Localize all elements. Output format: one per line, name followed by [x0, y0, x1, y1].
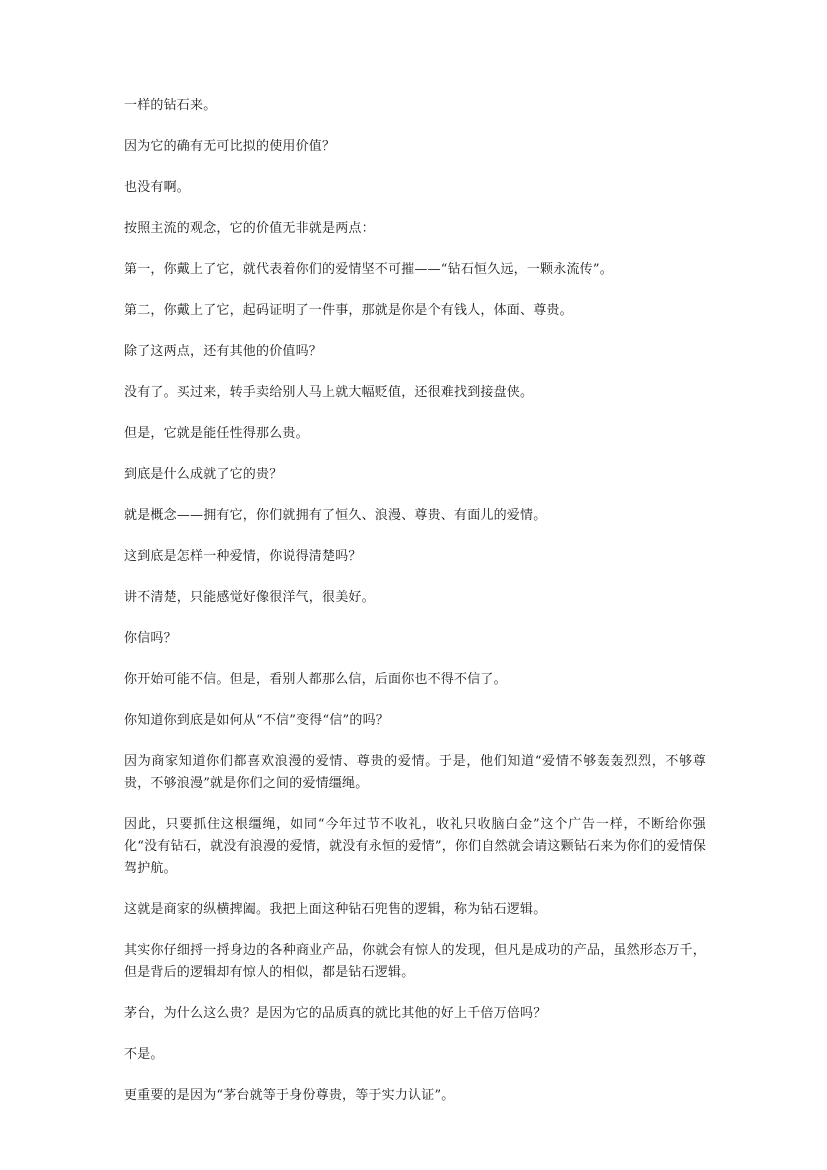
paragraph: 一样的钻石来。 [124, 98, 217, 113]
paragraph: 不是。 [124, 1047, 164, 1062]
paragraph: 但是，它就是能任性得那么贵。 [124, 426, 309, 441]
paragraph: 因此，只要抓住这根缰绳，如同“今年过节不收礼，收礼只收脑白金”这个广告一样，不断给你强化“没有钻石，就没有浪漫的爱情，就没有永恒的爱情”，你们自然就会请这颗钻石来为你们的爱情保驾护航。 [124, 817, 706, 876]
paragraph: 因为商家知道你们都喜欢浪漫的爱情、尊贵的爱情。于是，他们知道“爱情不够轰轰烈烈，不够尊贵，不够浪漫”就是你们之间的爱情缰绳。 [124, 754, 706, 791]
document-body [124, 95, 706, 1126]
paragraph: 按照主流的观念，它的价值无非就是两点： [124, 221, 375, 236]
paragraph: 除了这两点，还有其他的价值吗？ [124, 344, 323, 359]
paragraph: 第一，你戴上了它，就代表着你们的爱情坚不可摧——“钻石恒久远，一颗永流传”。 [124, 262, 613, 277]
paragraph: 你知道你到底是如何从“不信”变得“信”的吗？ [124, 713, 389, 728]
paragraph: 也没有啊。 [124, 180, 191, 195]
paragraph: 讲不清楚，只能感觉好像很洋气，很美好。 [124, 590, 375, 605]
paragraph: 因为它的确有无可比拟的使用价值？ [124, 139, 336, 154]
paragraph: 这到底是怎样一种爱情，你说得清楚吗？ [124, 549, 362, 564]
paragraph: 到底是什么成就了它的贵？ [124, 467, 283, 482]
paragraph: 茅台，为什么这么贵？是因为它的品质真的就比其他的好上千倍万倍吗？ [124, 1006, 547, 1021]
paragraph: 你开始可能不信。但是，看别人都那么信，后面你也不得不信了。 [124, 672, 507, 687]
paragraph: 这就是商家的纵横捭阖。我把上面这种钻石兜售的逻辑，称为钻石逻辑。 [124, 902, 547, 917]
paragraph: 其实你仔细捋一捋身边的各种商业产品，你就会有惊人的发现，但凡是成功的产品，虽然形态万千，但是背后的逻辑却有惊人的相似，都是钻石逻辑。 [124, 943, 706, 980]
paragraph: 没有了。买过来，转手卖给别人马上就大幅贬值，还很难找到接盘侠。 [124, 385, 534, 400]
paragraph: 就是概念——拥有它，你们就拥有了恒久、浪漫、尊贵、有面儿的爱情。 [124, 508, 547, 523]
paragraph: 更重要的是因为“茅台就等于身份尊贵，等于实力认证”。 [124, 1088, 455, 1103]
paragraph: 第二，你戴上了它，起码证明了一件事，那就是你是个有钱人，体面、尊贵。 [124, 303, 573, 318]
paragraph: 你信吗？ [124, 631, 177, 646]
